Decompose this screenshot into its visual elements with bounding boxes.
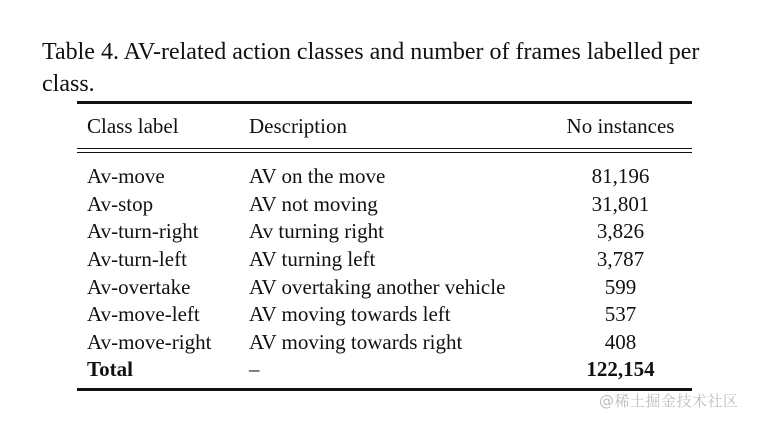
header-class-label: Class label: [87, 113, 179, 138]
data-table: [77, 101, 692, 391]
cell-instances: 3,787: [596, 247, 645, 272]
total-label: Total: [87, 357, 133, 382]
header-instances: No instances: [566, 113, 675, 138]
table-header: [77, 104, 692, 148]
total-row: [77, 356, 692, 384]
cell-description: AV overtaking another vehicle: [249, 274, 506, 299]
cell-instances: 31,801: [591, 191, 650, 216]
cell-description: Av turning right: [249, 219, 384, 244]
table-row: [77, 301, 692, 329]
table-row: [77, 191, 692, 219]
cell-class-label: Av-stop: [87, 191, 154, 216]
table-caption: Table 4. AV-related action classes and number of frames labelled per class.: [42, 39, 700, 97]
table-row: [77, 218, 692, 246]
cell-class-label: Av-move: [87, 164, 165, 189]
cell-instances: 3,826: [596, 219, 645, 244]
header-description: Description: [249, 113, 347, 138]
cell-instances: 81,196: [591, 164, 650, 189]
watermark: @稀土掘金技术社区: [599, 392, 739, 410]
cell-description: AV on the move: [249, 164, 386, 189]
cell-class-label: Av-move-right: [87, 329, 212, 354]
total-description: –: [249, 357, 260, 382]
cell-description: AV turning left: [249, 247, 376, 272]
cell-class-label: Av-turn-right: [87, 219, 199, 244]
cell-class-label: Av-turn-left: [87, 247, 187, 272]
cell-class-label: Av-overtake: [87, 274, 191, 299]
table-row: [77, 246, 692, 274]
cell-instances: 408: [604, 329, 637, 354]
cell-class-label: Av-move-left: [87, 302, 200, 327]
table-row: [77, 329, 692, 357]
cell-description: AV not moving: [249, 191, 378, 216]
table-row: [77, 273, 692, 301]
total-instances: 122,154: [586, 357, 655, 382]
table-row: [77, 163, 692, 191]
cell-instances: 599: [604, 274, 637, 299]
table-body: [77, 163, 692, 384]
header-row: [77, 104, 692, 148]
cell-description: AV moving towards right: [249, 329, 463, 354]
cell-instances: 537: [604, 302, 637, 327]
cell-description: AV moving towards left: [249, 302, 451, 327]
